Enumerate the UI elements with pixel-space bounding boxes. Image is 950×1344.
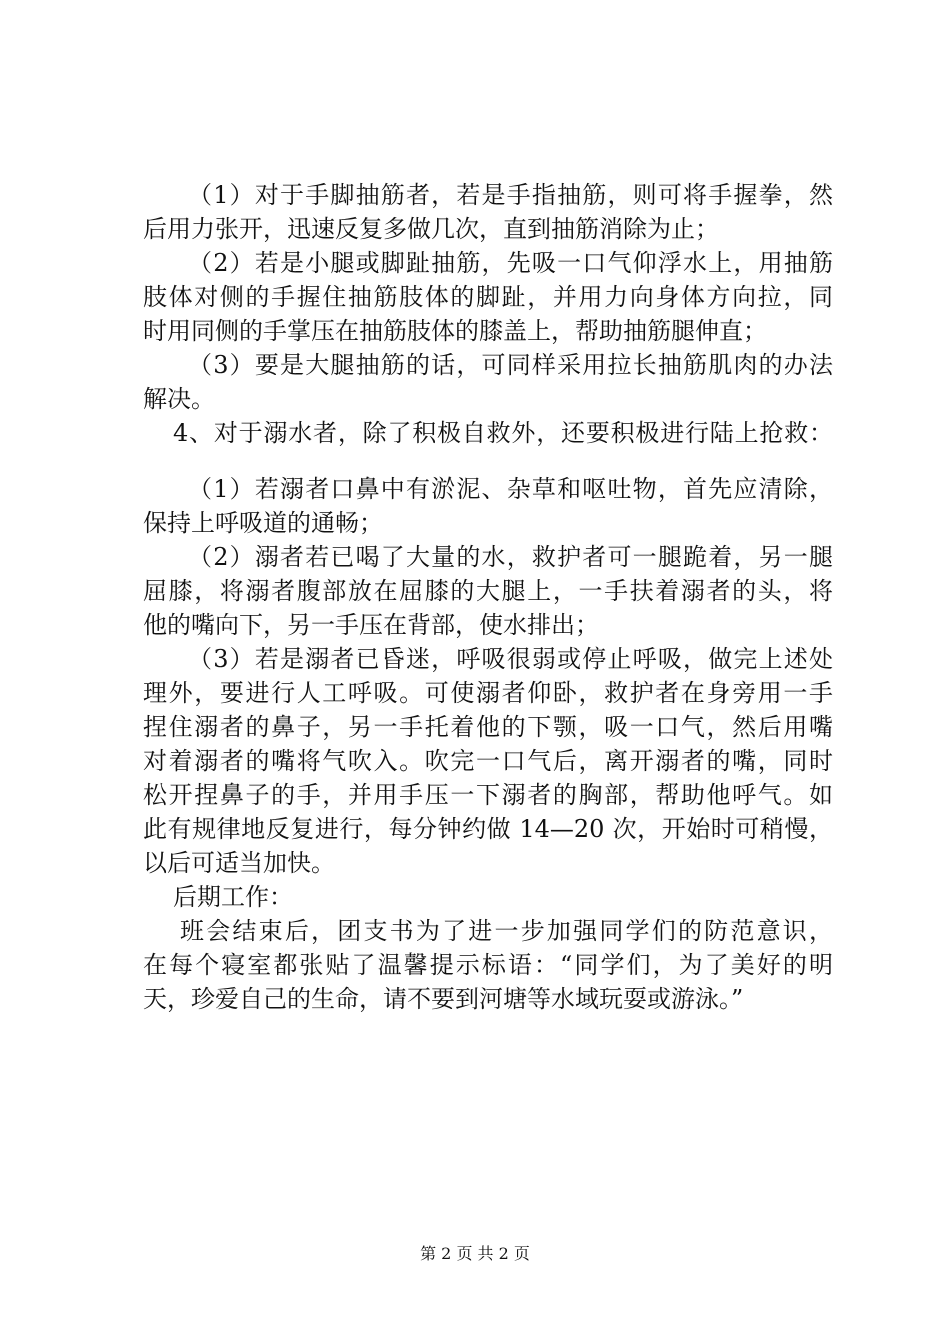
- paragraph-line: （2）若是小腿或脚趾抽筋，先吸一口气仰浮水上，用抽筋: [188, 249, 833, 277]
- paragraph-line: 松开捏鼻子的手，并用手压一下溺者的胸部，帮助他呼气。如: [143, 781, 833, 809]
- paragraph-line: 在每个寝室都张贴了温馨提示标语：“同学们，为了美好的明: [143, 951, 833, 979]
- spacer: [143, 450, 833, 472]
- paragraph-line: （1）若溺者口鼻中有淤泥、杂草和呕吐物，首先应清除，: [188, 475, 833, 503]
- paragraph-line: 以后可适当加快。: [143, 849, 335, 877]
- paragraph-line: 对着溺者的嘴将气吹入。吹完一口气后，离开溺者的嘴，同时: [143, 747, 833, 775]
- paragraph-line: （3）若是溺者已昏迷，呼吸很弱或停止呼吸，做完上述处: [188, 645, 833, 673]
- section-heading: 4、对于溺水者，除了积极自救外，还要积极进行陆上抢救：: [173, 419, 833, 447]
- document-body: [143, 178, 833, 1016]
- paragraph-line: 解决。: [143, 385, 215, 413]
- paragraph-line: 时用同侧的手掌压在抽筋肢体的膝盖上，帮助抽筋腿伸直；: [143, 317, 767, 345]
- paragraph-line: （3）要是大腿抽筋的话，可同样采用拉长抽筋肌肉的办法: [188, 351, 833, 379]
- paragraph-line: 屈膝，将溺者腹部放在屈膝的大腿上，一手扶着溺者的头，将: [143, 577, 833, 605]
- paragraph-line: 捏住溺者的鼻子，另一手托着他的下颚，吸一口气，然后用嘴: [143, 713, 833, 741]
- paragraph-line: 肢体对侧的手握住抽筋肢体的脚趾，并用力向身体方向拉，同: [143, 283, 833, 311]
- section-heading: 后期工作：: [173, 883, 293, 911]
- paragraph-line: （1）对于手脚抽筋者，若是手指抽筋，则可将手握拳，然: [188, 181, 833, 209]
- page-footer: 第 2 页 共 2 页: [420, 1244, 530, 1263]
- paragraph-line: 天，珍爱自己的生命，请不要到河塘等水域玩耍或游泳。”: [143, 985, 744, 1013]
- paragraph-line: 后用力张开，迅速反复多做几次，直到抽筋消除为止；: [143, 215, 719, 243]
- paragraph-line: 保持上呼吸道的通畅；: [143, 509, 383, 537]
- paragraph-line: 此有规律地反复进行，每分钟约做 14—20 次，开始时可稍慢，: [143, 815, 833, 843]
- paragraph-line: 班会结束后，团支书为了进一步加强同学们的防范意识，: [180, 917, 833, 945]
- paragraph-line: （2）溺者若已喝了大量的水，救护者可一腿跪着，另一腿: [188, 543, 833, 571]
- paragraph-line: 理外，要进行人工呼吸。可使溺者仰卧，救护者在身旁用一手: [143, 679, 833, 707]
- paragraph-line: 他的嘴向下，另一手压在背部，使水排出；: [143, 611, 599, 639]
